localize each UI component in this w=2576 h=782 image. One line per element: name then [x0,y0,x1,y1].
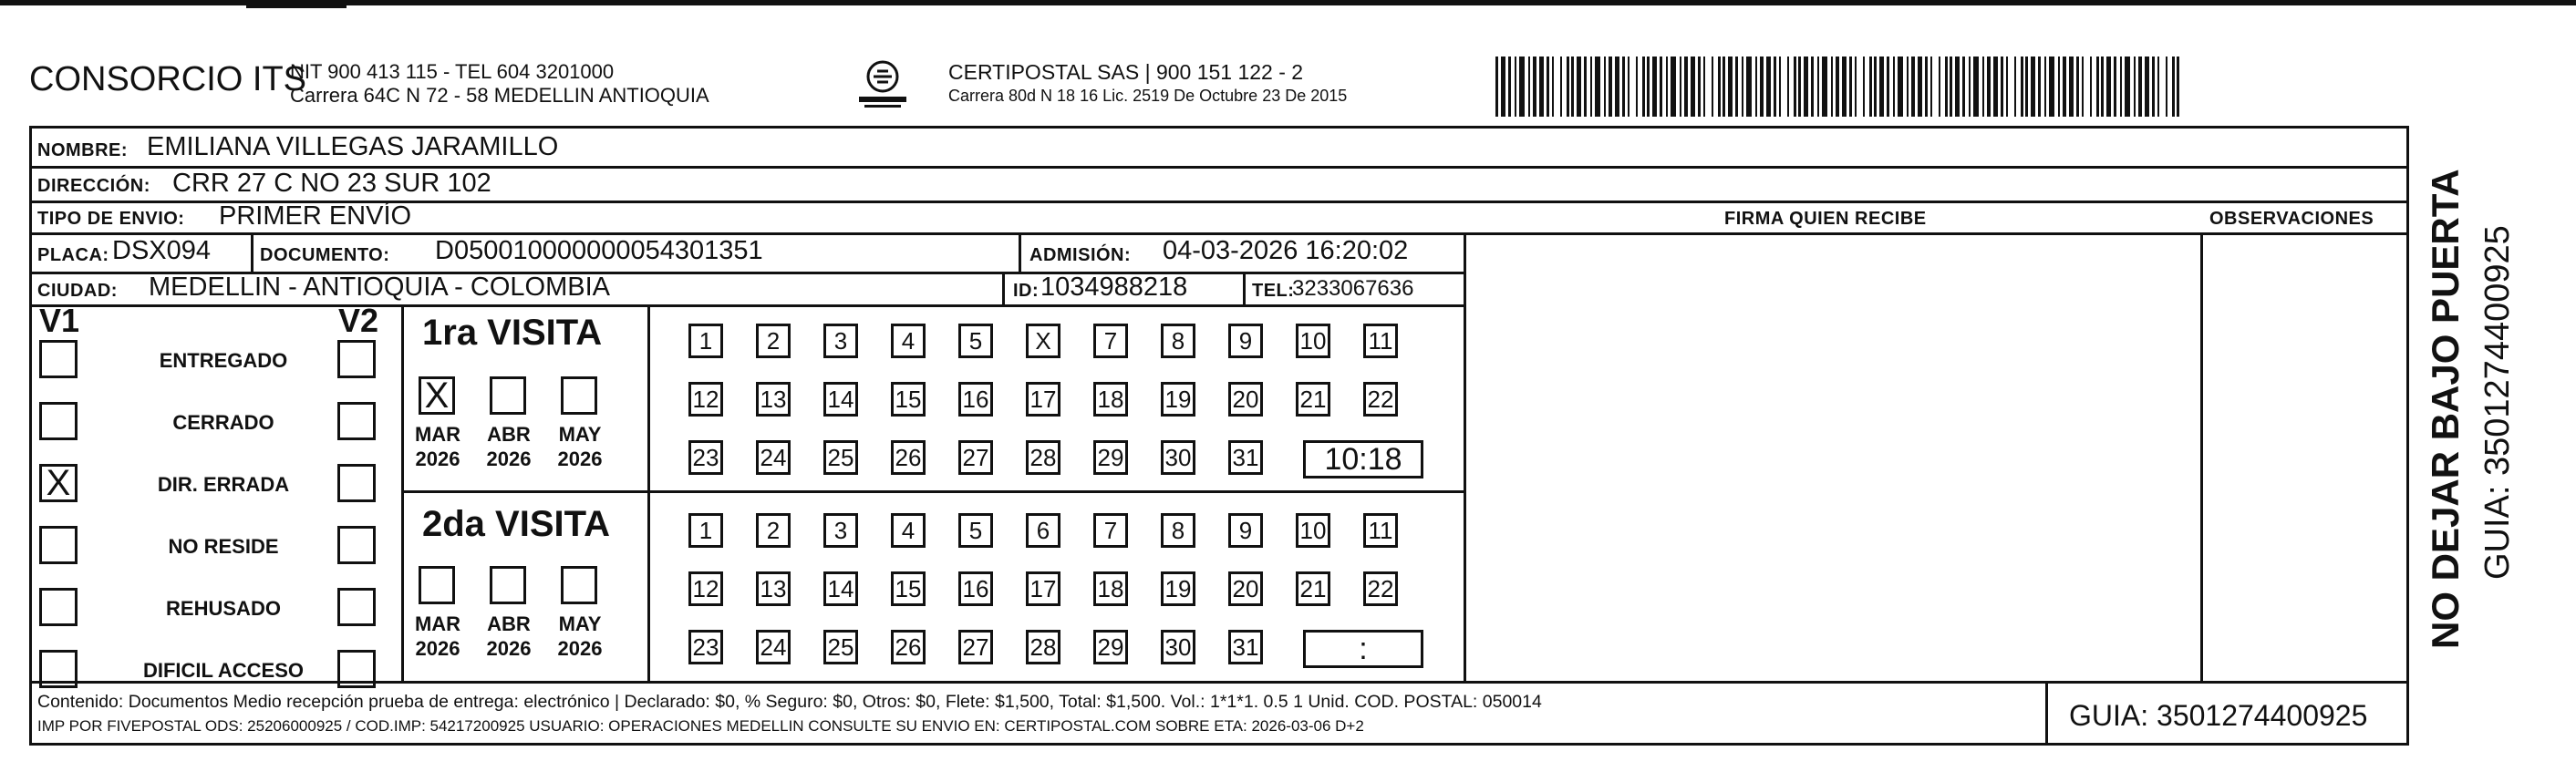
day-box[interactable]: 21 [1296,571,1330,606]
status-v1-checkbox[interactable]: X [39,464,78,502]
day-box[interactable]: 15 [891,382,926,417]
barcode-bar [2166,57,2167,117]
month-label: ABR [487,423,531,446]
barcode-bar [2152,57,2155,117]
nombre-value: EMILIANA VILLEGAS JARAMILLO [147,132,559,161]
day-box[interactable]: 8 [1161,324,1195,358]
barcode-bar [1939,57,1940,117]
side-guia: GUIA: 3501274400925 [2478,225,2517,580]
day-box[interactable]: 24 [756,630,791,664]
col-divider [401,304,404,681]
barcode-bar [2138,57,2142,117]
firma-header: FIRMA QUIEN RECIBE [1724,209,1927,229]
day-box[interactable]: 18 [1093,382,1128,417]
barcode-bar [1831,57,1833,117]
barcode-bar [1945,57,1948,117]
barcode-bar [2096,57,2099,117]
barcode-bar [1577,57,1581,117]
placa-value: DSX094 [112,236,212,265]
day-box[interactable]: 15 [891,571,926,606]
month-checkbox[interactable] [419,566,455,604]
barcode-bar [1698,57,1701,117]
barcode-bar [1604,57,1606,117]
barcode-bar [1552,57,1554,117]
barcode-bar [1811,57,1814,117]
day-box[interactable]: 31 [1228,630,1263,664]
day-box[interactable]: 6 [1026,513,1060,548]
barcode-bar [2044,57,2046,117]
barcode-bar [1495,57,1498,117]
brand-name: CONSORCIO ITS [29,60,307,98]
year-label: 2026 [557,637,603,660]
barcode-bar [1887,57,1889,117]
barcode-bar [2014,57,2016,117]
barcode-bar [2101,57,2104,117]
day-box[interactable]: 17 [1026,382,1060,417]
day-box[interactable]: 28 [1026,440,1060,475]
day-box[interactable]: 4 [891,513,926,548]
address-line: Carrera 64C N 72 - 58 MEDELLIN ANTIOQUIA [290,84,709,107]
barcode-bar [2157,57,2159,117]
day-box[interactable]: 1 [688,324,723,358]
license-line: Carrera 80d N 18 16 Lic. 2519 De Octubre 23 De 2015 [948,87,1348,105]
id-label: ID: [1013,281,1040,301]
day-box[interactable]: 5 [958,513,993,548]
day-box[interactable]: 27 [958,630,993,664]
barcode-bar [1774,57,1776,117]
row-divider [32,681,2406,684]
barcode-bar [1680,57,1681,117]
month-checkbox[interactable] [561,376,597,415]
direccion-value: CRR 27 C NO 23 SUR 102 [172,169,491,198]
observaciones-header: OBSERVACIONES [2209,209,2374,229]
day-box[interactable]: 16 [958,382,993,417]
day-box[interactable]: 19 [1161,571,1195,606]
admision-label: ADMISIÓN: [1029,245,1132,265]
visit-time-box[interactable]: : [1303,630,1423,668]
documento-label: DOCUMENTO: [260,245,390,265]
col-divider [1002,272,1005,304]
barcode-bar [1794,57,1796,117]
day-box[interactable]: 8 [1161,513,1195,548]
status-v2-checkbox[interactable] [337,650,376,688]
barcode-bar [1746,57,1752,117]
visit2-title: 2da VISITA [422,504,610,544]
month-label: ABR [487,612,531,635]
barcode-bar [1973,57,1979,117]
year-label: 2026 [557,448,603,470]
barcode-bar [1742,57,1743,117]
status-v1-checkbox[interactable] [39,340,78,378]
tipo-envio-label: TIPO DE ENVIO: [37,209,185,229]
barcode-bar [1993,57,1998,117]
day-box[interactable]: 5 [958,324,993,358]
day-box[interactable]: 13 [756,382,791,417]
status-label: REHUSADO [166,597,281,620]
barcode-bar [1615,57,1619,117]
row-divider [32,304,1464,307]
barcode-bar [1893,57,1895,117]
barcode-bar [1822,57,1827,117]
day-box[interactable]: 7 [1093,324,1128,358]
day-box[interactable]: 14 [823,571,858,606]
id-value: 1034988218 [1040,273,1188,302]
day-box[interactable]: 27 [958,440,993,475]
barcode-bar [2038,57,2041,117]
barcode-bar [1863,57,1865,117]
col-divider [1019,232,1021,272]
barcode-bar [2145,57,2149,117]
carrier-line: CERTIPOSTAL SAS | 900 151 122 - 2 [948,60,1304,84]
barcode-bar [2172,57,2175,117]
v2-header: V2 [338,302,379,339]
day-box[interactable]: 30 [1161,440,1195,475]
day-box[interactable]: 10 [1296,324,1330,358]
status-label: DIFICIL ACCESO [142,659,304,682]
day-box[interactable]: 7 [1093,513,1128,548]
barcode-bar [2125,57,2130,117]
nit-line: NIT 900 413 115 - TEL 604 3201000 [290,60,615,83]
barcode-bar [2090,57,2092,117]
page-edge-top [0,0,2576,5]
visit-divider [401,490,1464,493]
status-v1-checkbox[interactable] [39,588,78,626]
visit-time-box[interactable]: 10:18 [1303,440,1423,478]
barcode-bar [2076,57,2079,117]
status-v2-checkbox[interactable] [337,340,376,378]
barcode-bar [1969,57,1971,117]
col-divider [2045,681,2048,743]
barcode-bar [2069,57,2074,117]
day-box[interactable]: 23 [688,440,723,475]
barcode-bar [1755,57,1757,117]
barcode-bar [1684,57,1688,117]
status-label: NO RESIDE [168,535,279,558]
col-divider [647,304,650,681]
col-divider [1243,272,1246,304]
tel-value: 3233067636 [1292,276,1414,301]
barcode-bar [2006,57,2008,117]
barcode-bar [1595,57,1600,117]
barcode-bar [1501,57,1505,117]
day-box[interactable]: 30 [1161,630,1195,664]
day-box[interactable]: 26 [891,440,926,475]
day-box[interactable]: 9 [1228,324,1263,358]
ciudad-value: MEDELLIN - ANTIOQUIA - COLOMBIA [149,273,610,302]
day-box[interactable]: 29 [1093,440,1128,475]
barcode-bar [1642,57,1645,117]
barcode-bar [2106,57,2111,117]
barcode-bar [1671,57,1676,117]
day-box[interactable]: 11 [1363,513,1398,548]
barcode-bar [1567,57,1569,117]
status-v2-checkbox[interactable] [337,588,376,626]
status-label: ENTREGADO [159,349,288,372]
month-checkbox[interactable] [490,376,526,415]
barcode-bar [2177,57,2179,117]
barcode-bar [1628,57,1629,117]
barcode-bar [1515,57,1516,117]
barcode-bar [1962,57,1965,117]
month-checkbox[interactable]: X [419,376,455,415]
barcode-bar [1987,57,1991,117]
day-box[interactable]: 16 [958,571,993,606]
day-box[interactable]: 24 [756,440,791,475]
day-box[interactable]: 11 [1363,324,1398,358]
day-box[interactable]: 23 [688,630,723,664]
barcode-bar [1869,57,1872,117]
barcode-bar [1879,57,1884,117]
day-box[interactable]: 12 [688,571,723,606]
day-box[interactable]: 20 [1228,571,1263,606]
shipping-label-frame [29,126,2409,746]
barcode-bar [1712,57,1713,117]
day-box[interactable]: 13 [756,571,791,606]
day-box[interactable]: 28 [1026,630,1060,664]
brand-info [290,60,709,108]
barcode-bar [1547,57,1549,117]
barcode-bar [1723,57,1725,117]
barcode-bar [1609,57,1612,117]
barcode-bar [1911,57,1915,117]
v1-header: V1 [39,302,80,339]
barcode-bar [1849,57,1852,117]
barcode-bar [2021,57,2023,117]
day-box[interactable]: X [1026,324,1060,358]
day-box[interactable]: 25 [823,630,858,664]
barcode-bar [1842,57,1847,117]
day-box[interactable]: 2 [756,513,791,548]
barcode-bar [1874,57,1877,117]
day-box[interactable]: 31 [1228,440,1263,475]
barcode-bar [1622,57,1625,117]
day-box[interactable]: 20 [1228,382,1263,417]
status-label: CERRADO [172,411,274,434]
month-label: MAR [414,612,461,635]
barcode-bar [2114,57,2116,117]
status-v2-checkbox[interactable] [337,464,376,502]
visit1-title: 1ra VISITA [422,313,603,353]
status-v1-checkbox[interactable] [39,650,78,688]
barcode-bar [1539,57,1544,117]
day-box[interactable]: 14 [823,382,858,417]
barcode-bar [1787,57,1789,117]
carrier-info [948,60,1347,108]
barcode-bar [2063,57,2066,117]
day-box[interactable]: 3 [823,513,858,548]
day-box[interactable]: 21 [1296,382,1330,417]
barcode-bar [1728,57,1733,117]
day-box[interactable]: 25 [823,440,858,475]
barcode-bar [1647,57,1650,117]
barcode-bar [1804,57,1808,117]
barcode-bar [1703,57,1705,117]
tel-label: TEL: [1252,281,1295,301]
status-v2-checkbox[interactable] [337,402,376,440]
col-divider [251,232,253,272]
barcode-bar [1519,57,1525,117]
barcode-bar [2120,57,2122,117]
side-notice: NO DEJAR BAJO PUERTA [2424,169,2467,649]
nombre-label: NOMBRE: [37,140,129,160]
day-box[interactable]: 9 [1228,513,1263,548]
barcode-bar [2001,57,2003,117]
day-box[interactable]: 2 [756,324,791,358]
day-box[interactable]: 1 [688,513,723,548]
barcode-bar [1691,57,1695,117]
barcode-image [1495,57,2179,117]
day-box[interactable]: 22 [1363,382,1398,417]
barcode-bar [1925,57,1928,117]
placa-label: PLACA: [37,245,109,265]
status-v1-checkbox[interactable] [39,402,78,440]
footer-content-line: Contenido: Documentos Medio recepción prueba de entrega: electrónico | Declarado: $0, % Seguro: $0, Otros: $0, Flete: $1,500, Total: $1,500. Vol.: 1*1*1. 0.5 1 Unid. COD. POSTAL: 050014 [37,692,1542,712]
month-label: MAY [558,612,602,635]
documento-value: D050010000000054301351 [435,236,763,265]
barcode-bar [1955,57,1960,117]
barcode-bar [1779,57,1781,117]
day-box[interactable]: 17 [1026,571,1060,606]
barcode-bar [1930,57,1932,117]
col-divider [2406,129,2409,681]
year-label: 2026 [486,448,532,470]
barcode-bar [1533,57,1536,117]
day-box[interactable]: 3 [823,324,858,358]
day-box[interactable]: 10 [1296,513,1330,548]
month-checkbox[interactable] [561,566,597,604]
status-v2-checkbox[interactable] [337,526,376,564]
barcode-bar [1950,57,1952,117]
barcode-bar [1636,57,1638,117]
barcode-bar [1855,57,1857,117]
barcode-bar [1666,57,1668,117]
direccion-label: DIRECCIÓN: [37,176,150,196]
ciudad-label: CIUDAD: [37,281,118,301]
barcode-bar [1718,57,1721,117]
barcode-bar [2031,57,2035,117]
year-label: 2026 [415,448,460,470]
day-box[interactable]: 22 [1363,571,1398,606]
barcode-bar [1735,57,1738,117]
barcode-bar [1528,57,1530,117]
row-divider [32,232,2406,235]
day-box[interactable]: 26 [891,630,926,664]
barcode-bar [1982,57,1984,117]
col-divider [1464,232,1466,681]
status-label: DIR. ERRADA [157,473,290,496]
barcode-bar [1590,57,1592,117]
barcode-bar [1660,57,1662,117]
barcode-bar [1898,57,1903,117]
barcode-bar [2058,57,2060,117]
page-edge-mark [246,5,347,8]
footer-guia: GUIA: 3501274400925 [2069,699,2368,732]
footer-print-line: IMP POR FIVEPOSTAL ODS: 25206000925 / COD.IMP: 54217200925 USUARIO: OPERACIONES MEDELLIN CONSULTE SU ENVIO EN: CERTIPOSTAL.COM SOBRE ETA: 2026-03-06 D+2 [37,717,1364,735]
barcode-bar [1584,57,1587,117]
barcode-bar [2082,57,2084,117]
barcode-bar [1836,57,1839,117]
day-box[interactable]: 29 [1093,630,1128,664]
year-label: 2026 [486,637,532,660]
tipo-envio-value: PRIMER ENVÍO [219,201,412,231]
barcode-bar [2025,57,2028,117]
barcode-bar [1907,57,1909,117]
month-label: MAY [558,423,602,446]
barcode-bar [2134,57,2136,117]
barcode-bar [1571,57,1574,117]
barcode-bar [1508,57,1511,117]
day-box[interactable]: 18 [1093,571,1128,606]
barcode-bar [1798,57,1801,117]
col-divider [2200,232,2203,681]
day-box[interactable]: 4 [891,324,926,358]
month-label: MAR [414,423,461,446]
barcode-bar [1817,57,1819,117]
month-checkbox[interactable] [490,566,526,604]
barcode-bar [1766,57,1771,117]
admision-value: 04-03-2026 16:20:02 [1163,236,1409,265]
status-v1-checkbox[interactable] [39,526,78,564]
barcode-bar [1918,57,1922,117]
certipostal-logo-icon [855,57,910,111]
day-box[interactable]: 19 [1161,382,1195,417]
day-box[interactable]: 12 [688,382,723,417]
year-label: 2026 [415,637,460,660]
barcode-bar [1652,57,1657,117]
barcode-bar [1560,57,1562,117]
barcode-bar [1760,57,1764,117]
barcode-bar [2049,57,2054,117]
